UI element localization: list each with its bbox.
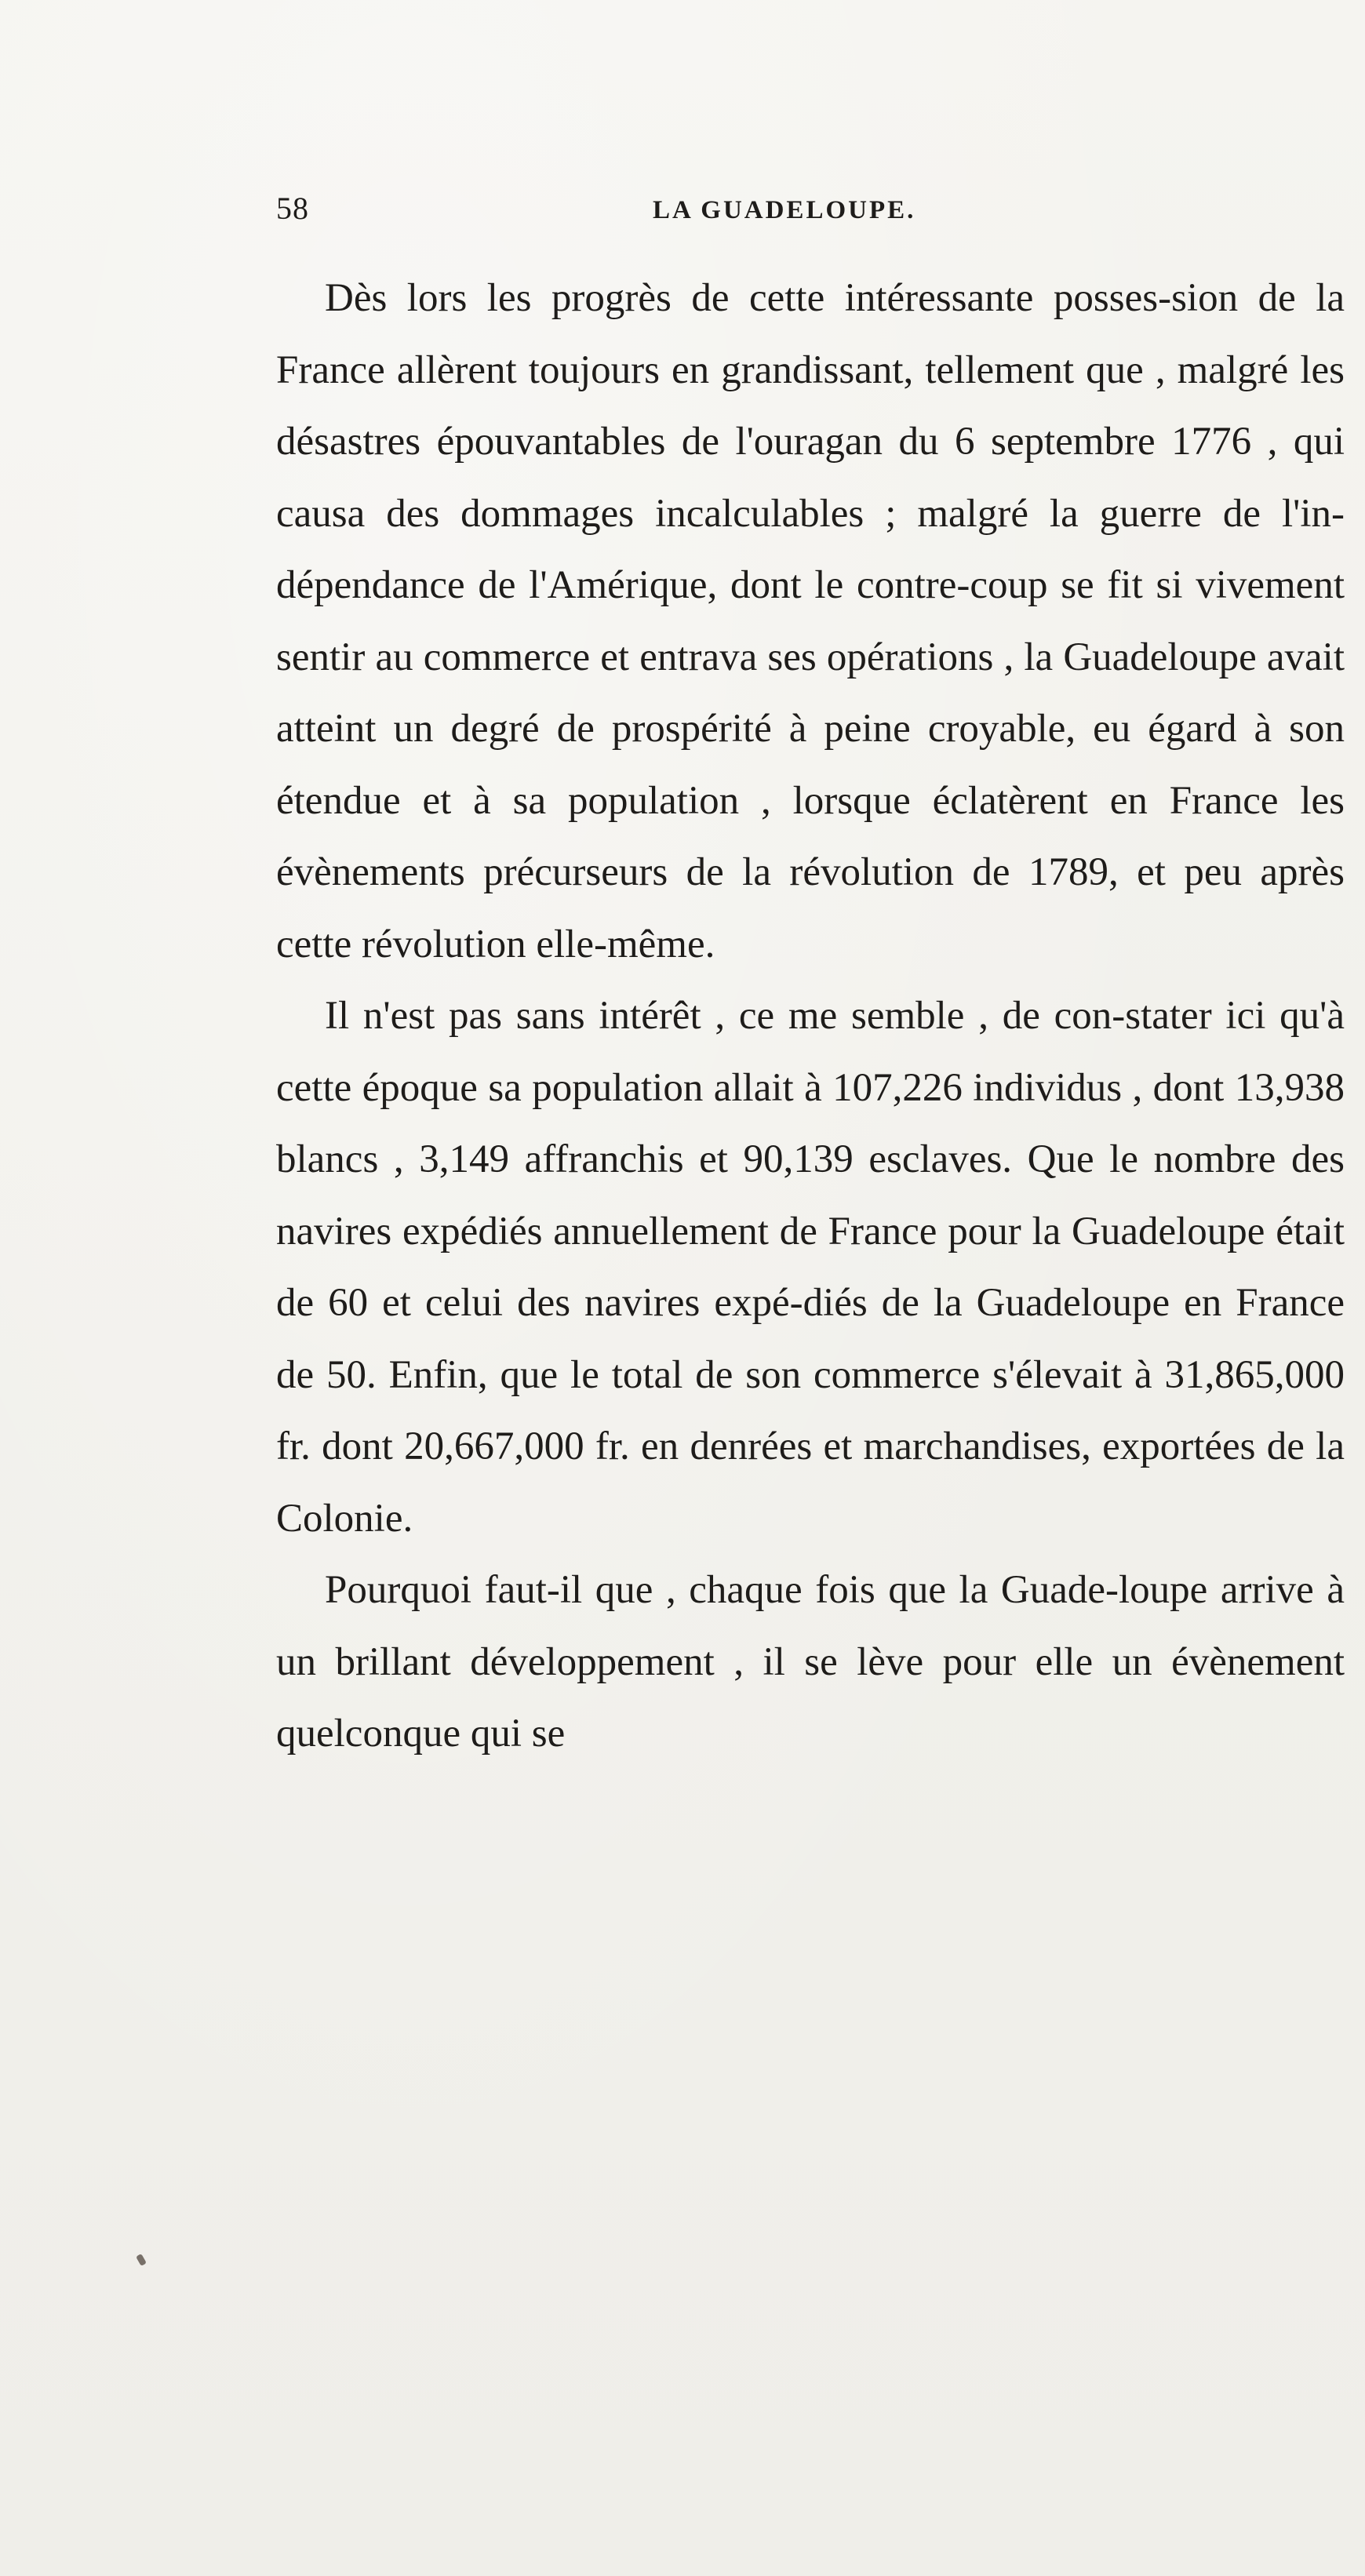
paragraph-3: Pourquoi faut-il que , chaque fois que la Guade-loupe arrive à un brillant développement , il se lève pour elle un évènement quelconque qui se bbox=[276, 1568, 1345, 1756]
paragraph-1: Dès lors les progrès de cette intéressante posses-sion de la France allèrent toujours en grandissant, tellement que , malgré les désastres épouvantables de l'ouragan du 6 septembre 1776 , qui causa des dommages incalculables ; malgré la guerre de l'in-dépendance de l'Amérique, dont le contre-coup se fit si vivement sentir au commerce et entrava ses opérations , la Guadeloupe avait atteint un degré de prospérité à peine croyable, eu égard à son étendue et à sa population , lorsque éclatèrent en France les évènements précurseurs de la révolution de 1789, et peu après cette révolution elle-même. bbox=[276, 276, 1345, 966]
running-title: LA GUADELOUPE. bbox=[653, 196, 916, 224]
paper-speck bbox=[136, 2254, 147, 2266]
page-header bbox=[276, 187, 1343, 234]
paragraph-2: Il n'est pas sans intérêt , ce me semble , de con-stater ici qu'à cette époque sa population allait à 107,226 individus , dont 13,938 blancs , 3,149 affranchis et 90,139 esclaves. Que le nombre des navires expédiés annuellement de France pour la Guadeloupe était de 60 et celui des navires expé-diés de la Guadeloupe en France de 50. Enfin, que le total de son commerce s'élevait à 31,865,000 fr. dont 20,667,000 fr. en denrées et marchandises, exportées de la Colonie. bbox=[276, 994, 1345, 1541]
page-number: 58 bbox=[276, 191, 309, 226]
body-text bbox=[276, 263, 1345, 1770]
